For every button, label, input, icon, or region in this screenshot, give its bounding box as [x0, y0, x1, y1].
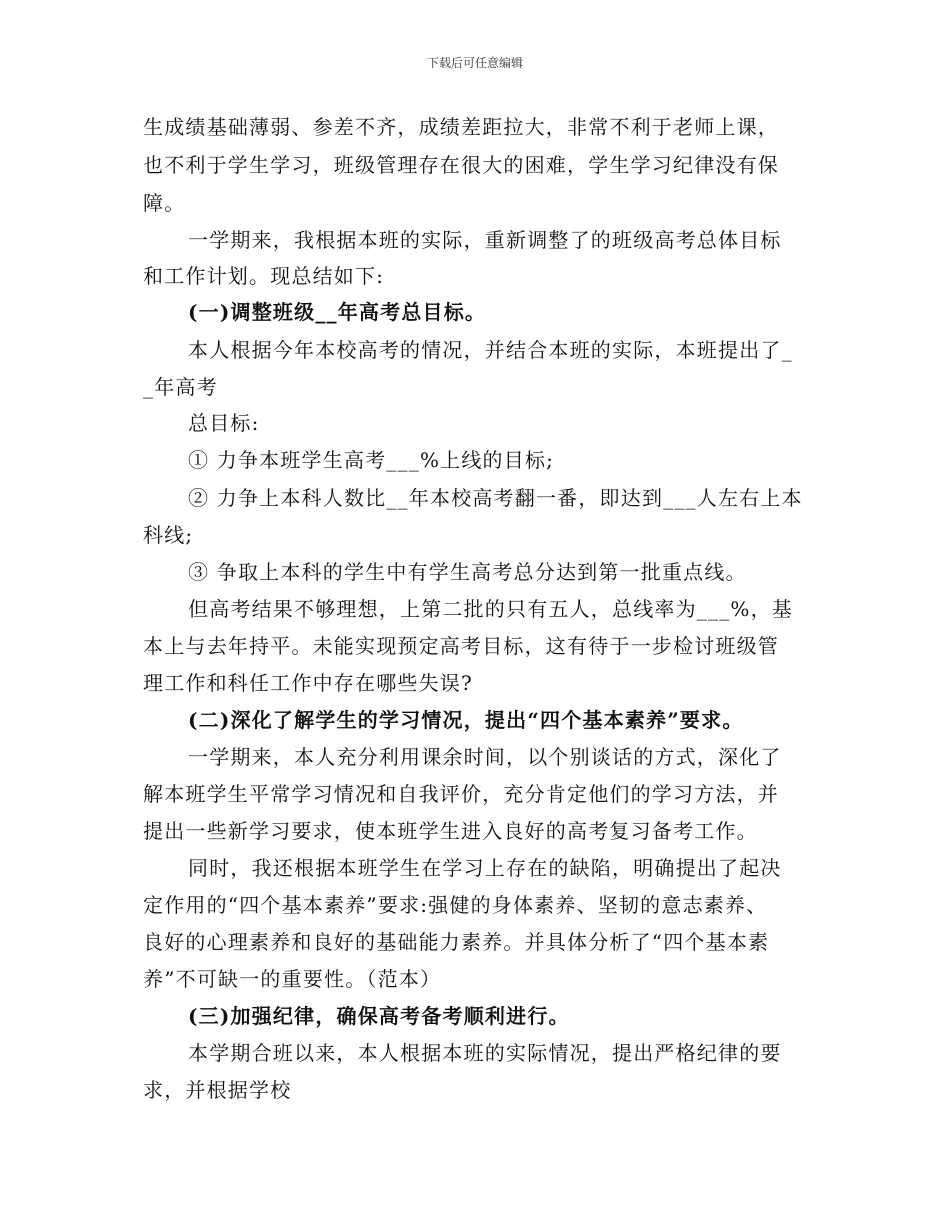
paragraph-line: 提出一些新学习要求，使本班学生进入良好的高考复习备考工作。: [143, 819, 758, 843]
section-heading-1: (一)调整班级__年高考总目标。: [188, 300, 487, 324]
paragraph-line: 养”不可缺一的重要性。（范本）: [143, 967, 442, 991]
paragraph-line: 理工作和科任工作中存在哪些失误?: [143, 671, 473, 695]
paragraph-line: 同时，我还根据本班学生在学习上存在的缺陷，明确提出了起决: [188, 856, 782, 880]
page-header-note: 下载后可任意编辑: [426, 56, 523, 70]
list-item-goal-1: ① 力争本班学生高考___%上线的目标;: [188, 448, 555, 472]
paragraph-line: 和工作计划。现总结如下:: [143, 264, 385, 288]
paragraph-line: 本学期合班以来，本人根据本班的实际情况，提出严格纪律的要: [188, 1041, 782, 1065]
paragraph-line: 求，并根据学校: [143, 1078, 292, 1102]
paragraph-line: 障。: [143, 191, 186, 215]
paragraph-line: 一学期来，本人充分利用课余时间，以个别谈话的方式，深化了: [188, 745, 782, 769]
paragraph-line: 定作用的“四个基本素养”要求:强健的身体素养、坚韧的意志素养、: [143, 893, 768, 917]
paragraph-line: 总目标:: [188, 411, 260, 435]
paragraph-line: 本上与去年持平。未能实现预定高考目标，这有待于一步检讨班级管: [143, 634, 779, 658]
paragraph-line: _年高考: [143, 375, 218, 399]
paragraph-line: 也不利于学生学习，班级管理存在很大的困难，学生学习纪律没有保: [143, 153, 779, 177]
paragraph-line: 一学期来，我根据本班的实际，重新调整了的班级高考总体目标: [188, 228, 782, 252]
section-heading-3: (三)加强纪律，确保高考备考顺利进行。: [188, 1004, 570, 1028]
list-item-goal-2: ② 力争上本科人数比__年本校高考翻一番，即达到___人左右上本: [188, 486, 803, 510]
list-item-goal-3: ③ 争取上本科的学生中有学生高考总分达到第一批重点线。: [188, 560, 747, 584]
paragraph-line: 科线;: [143, 523, 194, 547]
paragraph-line: 解本班学生平常学习情况和自我评价，充分肯定他们的学习方法，并: [143, 782, 779, 806]
paragraph-line: 生成绩基础薄弱、参差不齐，成绩差距拉大，非常不利于老师上课，: [143, 115, 779, 139]
paragraph-line: 本人根据今年本校高考的情况，并结合本班的实际，本班提出了_: [188, 338, 793, 362]
section-heading-2: (二)深化了解学生的学习情况，提出“四个基本素养”要求。: [188, 708, 744, 732]
paragraph-line: 良好的心理素养和良好的基础能力素养。并具体分析了“四个基本素: [143, 930, 770, 954]
paragraph-line: 但高考结果不够理想，上第二批的只有五人，总线率为___%，基: [188, 597, 794, 621]
